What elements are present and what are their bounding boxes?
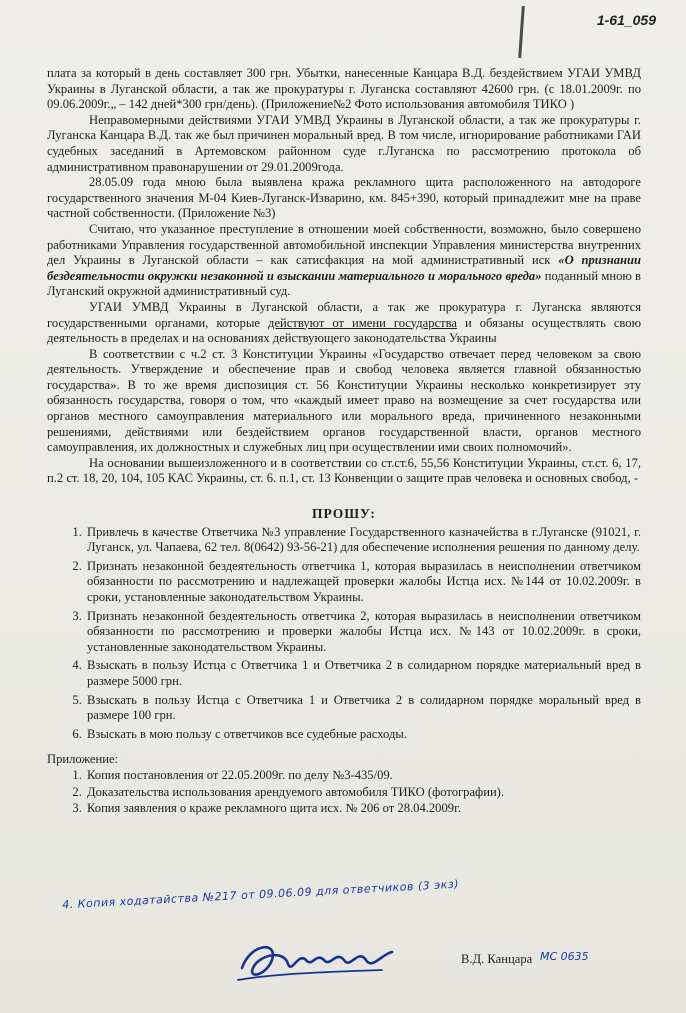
paragraph-2: Неправомерными действиями УГАИ УМВД Украины в Луганской области, а так же прокуратуры г. Луганска Канцара В.Д. так же был причинен моральный вред. В том числе, игнорирование работниками ГАИ судебных заседаний в Артемовском районном суде г.Луганска по рассмотрению протокола об административном правонарушении от 29.01.2009года. — [47, 112, 641, 174]
signature-image — [232, 930, 402, 990]
request-item: 3. Признать незаконной бездеятельность ответчика 2, которая выразилась в неисполнении ответчиком обязанности по рассмотрению и проверки жалобы Истца исх. №143 от 10.02.2009г. в сроки, установленные законодательством Украины. — [85, 609, 641, 656]
handwritten-note: МС 0635 — [540, 950, 589, 963]
paragraph-4-start: Считаю, что указанное преступление в отношении моей собственности, возможно, было совершено работниками Управления государственной автомобильной инспекции Управления министерства внутренних дел Украины в Луганской области – как сатисфакция на мой административный иск — [47, 221, 641, 268]
request-title: ПРОШУ: — [312, 506, 376, 522]
paragraph-5 — [47, 300, 641, 347]
request-item: 1. Привлечь в качестве Ответчика №3 управление Государственного казначейства в г.Луганске (91021, г. Луганск, ул. Чапаева, 62 тел. 8(0642) 93-56-21) для обеспечение исполнения решения по данному делу. — [85, 525, 641, 556]
request-item: 5. Взыскать в пользу Истца с Ответчика 1 и Ответчика 2 в солидарном порядке моральный вред в размере 100 грн. — [85, 693, 641, 724]
appendix-item: 2. Доказательства использования арендуемого автомобиля ТИКО (фотографии). — [85, 785, 641, 801]
document-body — [47, 66, 641, 818]
pen-mark — [518, 6, 525, 58]
paragraph-1: плата за который в день составляет 300 грн. Убытки, нанесенные Канцара В.Д. бездействием УГАИ УМВД Украины в Луганской области, а так же прокуратуры г. Луганска составляют 42600 грн. (с 18.01.2009г. по 09.06.2009г.„ – 142 дней*300 грн/день). (Приложение№2 Фото использования автомобиля ТИКО ) — [47, 66, 641, 112]
paragraph-5-end: и обязаны осуществлять свою деятельность в пределах и на основаниях действующего законодательства Украины — [47, 315, 641, 346]
underlined-phrase: действуют от имени государства — [268, 315, 457, 330]
appendix-item: 3. Копия заявления о краже рекламного щита исх. № 206 от 28.04.2009г. — [85, 801, 641, 817]
paragraph-6: В соответствии с ч.2 ст. 3 Конституции Украины «Государство отвечает перед человеком за свою деятельность. Утверждение и обеспечение прав и свобод человека является главной обязанностью государства». В то же время диспозиция ст. 56 Конституции Украины несколько конкретизирует эту обязанность государства, говоря о том, что «каждый имеет право на возмещение за счет государства или органов местного самоуправления материального или морального вреда, причиненного незаконными решениями, действиями или бездействием органов государственной власти, органов местного самоуправления, их должностных и служебных лиц при осуществлении ими своих полномочий». — [47, 346, 641, 455]
appendix-item: 1. Копия постановления от 22.05.2009г. по делу №3-435/09. — [85, 768, 641, 784]
appendix-list — [47, 768, 641, 817]
appendix-title: Приложение: — [47, 752, 119, 767]
request-list — [47, 525, 641, 743]
lawsuit-title: «О признании бездеятельности окружки незаконной и взыскании материального и морального вреда» — [47, 253, 642, 283]
handwritten-appendix-item: 4. Копия ходатайства №217 от 09.06.09 для ответчиков (3 экз) — [61, 877, 460, 912]
request-item: 4. Взыскать в пользу Истца с Ответчика 1 и Ответчика 2 в солидарном порядке материальный вред в размере 5000 грн. — [85, 658, 641, 689]
paragraph-5-start: УГАИ УМВД Украины в Луганской области, а так же прокуратура г. Луганска являются государственными органами, которые — [47, 299, 641, 330]
request-item: 6. Взыскать в мою пользу с ответчиков все судебные расходы. — [85, 727, 641, 743]
paragraph-3: 28.05.09 года мною была выявлена кража рекламного щита расположенного на автодороге государственного значения М-04 Киев-Луганск-Изварино, км. 845+390, который принадлежит мне на праве частной собственности. (Приложение №3) — [47, 175, 641, 221]
request-item: 2. Признать незаконной бездеятельность ответчика 1, которая выразилась в неисполнении ответчиком обязанности по рассмотрению и надлежащей проверки жалобы Истца исх. №144 от 10.02.2009г. в сроки, установленные законодательством Украины. — [85, 559, 641, 606]
document-code: 1-61_059 — [596, 12, 656, 28]
paragraph-4 — [47, 222, 641, 300]
paragraph-7: На основании вышеизложенного и в соответствии со ст.ст.6, 55,56 Конституции Украины, ст.ст. 6, 17, п.2 ст. 18, 20, 104, 105 КАС Украины, ст. 6. п.1, ст. 13 Конвенции о защите прав человека и основных свобод, - — [47, 455, 641, 486]
paragraph-4-end: поданный мною в Луганский окружной административный суд. — [47, 268, 641, 299]
signer-name: В.Д. Канцара — [461, 952, 533, 966]
